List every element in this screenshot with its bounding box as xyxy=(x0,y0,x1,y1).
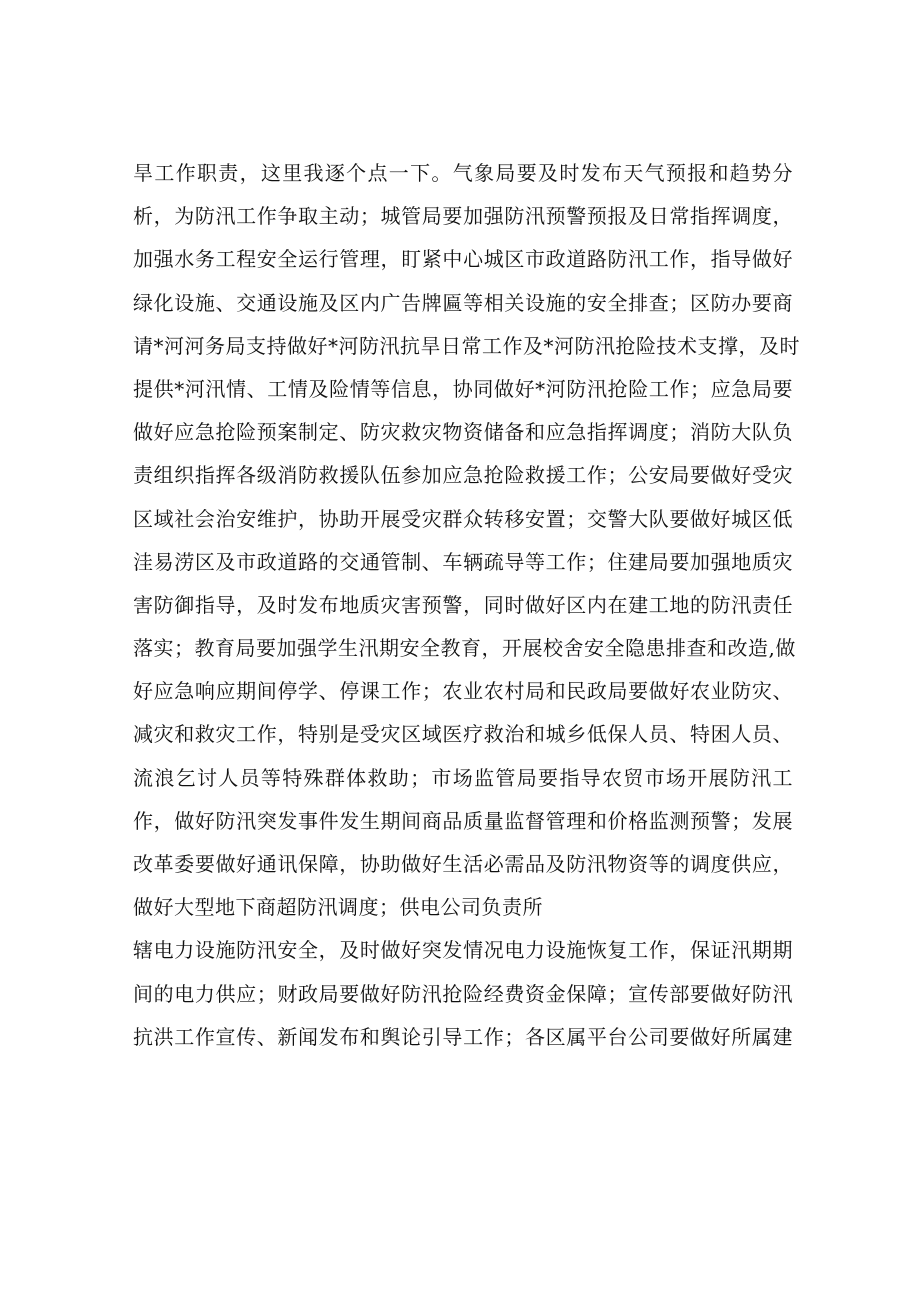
text-line: 作，做好防汛突发事件发生期间商品质量监督管理和价格监测预警；发展 xyxy=(133,808,793,833)
text-line: 做好大型地下商超防汛调度；供电公司负责所 xyxy=(133,895,543,920)
text-line: 责组织指挥各级消防救援队伍参加应急抢险救援工作；公安局要做好受灾 xyxy=(133,463,793,488)
text-line: 改革委要做好通讯保障，协助做好生活必需品及防汛物资等的调度供应， xyxy=(133,852,793,876)
body-text xyxy=(133,152,800,1059)
text-line: 流浪乞讨人员等特殊群体救助；市场监管局要指导农贸市场开展防汛工 xyxy=(133,765,793,790)
text-line: 析，为防汛工作争取主动；城管局要加强防汛预警预报及日常指挥调度， xyxy=(133,204,793,229)
text-line: 旱工作职责，这里我逐个点一下。气象局要及时发布天气预报和趋势分 xyxy=(133,161,793,185)
text-line: 抗洪工作宣传、新闻发布和舆论引导工作；各区属平台公司要做好所属建 xyxy=(133,1024,793,1049)
text-line: 害防御指导，及时发布地质灾害预警，同时做好区内在建工地的防汛责任 xyxy=(133,592,793,617)
text-line: 落实；教育局要加强学生汛期安全教育，开展校舍安全隐患排查和改造,做 xyxy=(133,636,796,661)
text-line: 洼易涝区及市政道路的交通管制、车辆疏导等工作；住建局要加强地质灾 xyxy=(133,549,793,574)
text-line: 绿化设施、交通设施及区内广告牌匾等相关设施的安全排查；区防办要商 xyxy=(133,290,793,315)
text-line: 提供*河汛情、工情及险情等信息，协同做好*河防汛抢险工作；应急局要 xyxy=(133,376,793,401)
text-line: 做好应急抢险预案制定、防灾救灾物资储备和应急指挥调度；消防大队负 xyxy=(133,420,793,445)
text-line: 好应急响应期间停学、停课工作；农业农村局和民政局要做好农业防灾、 xyxy=(133,679,793,704)
text-line: 加强水务工程安全运行管理，盯紧中心城区市政道路防汛工作，指导做好 xyxy=(133,247,793,272)
text-line: 请*河河务局支持做好*河防汛抗旱日常工作及*河防汛抢险技术支撑，及时 xyxy=(133,333,800,358)
text-line: 辖电力设施防汛安全，及时做好突发情况电力设施恢复工作，保证汛期期 xyxy=(133,938,793,963)
text-line: 减灾和救灾工作，特别是受灾区域医疗救治和城乡低保人员、特困人员、 xyxy=(133,722,793,747)
text-line: 区域社会治安维护，协助开展受灾群众转移安置；交警大队要做好城区低 xyxy=(133,506,793,531)
text-line: 间的电力供应；财政局要做好防汛抢险经费资金保障；宣传部要做好防汛 xyxy=(133,981,793,1006)
